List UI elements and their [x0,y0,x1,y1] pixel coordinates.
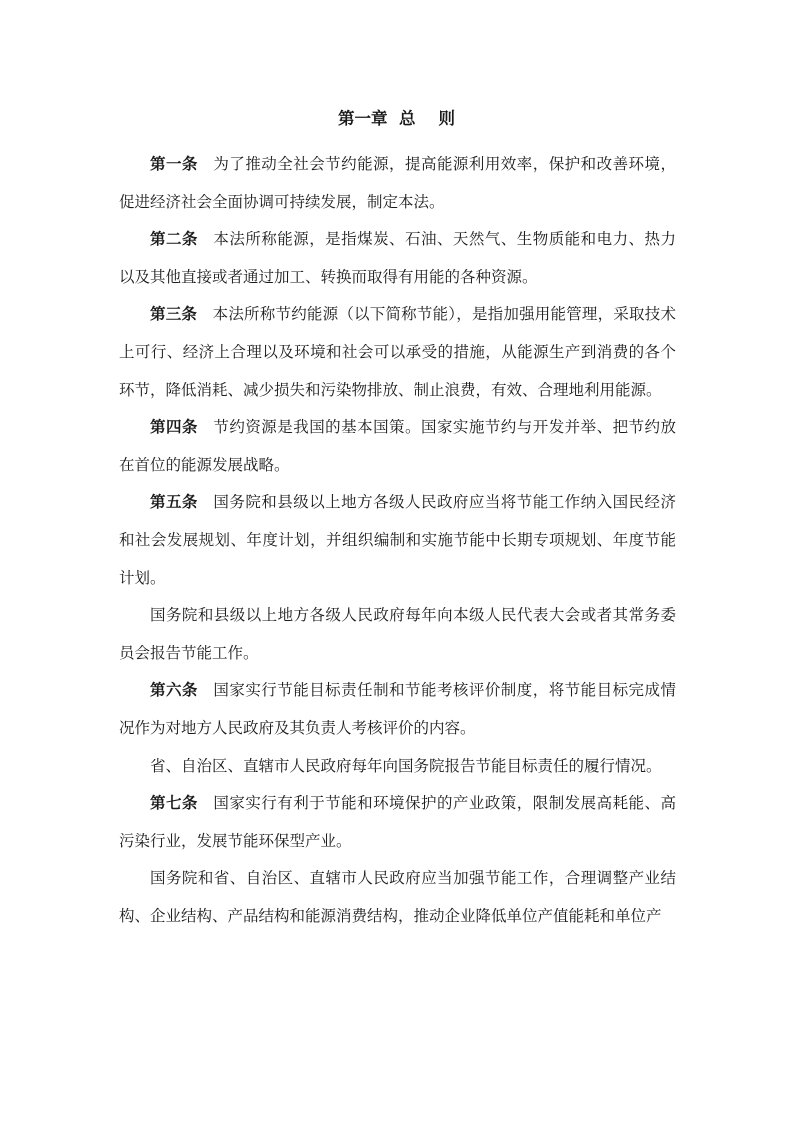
article-paragraph [119,221,676,296]
article-text: 国家实行节能目标责任制和节能考核评价制度，将节能目标完成情况作为对地方人民政府及其负责人考核评价的内容。 [119,681,676,737]
article-text: 国务院和县级以上地方各级人民政府应当将节能工作纳入国民经济和社会发展规划、年度计划，并组织编制和实施节能中长期专项规划、年度节能计划。 [119,493,676,587]
article-number: 第六条 [150,681,198,700]
article-number: 第七条 [150,794,198,813]
paragraph-text: 国务院和县级以上地方各级人民政府每年向本级人民代表大会或者其常务委员会报告节能工作。 [119,606,676,662]
sub-paragraph [119,597,676,672]
article-text: 节约资源是我国的基本国策。国家实施节约与开发并举、把节约放在首位的能源发展战略。 [119,418,676,474]
article-paragraph [119,484,676,597]
article-text: 本法所称能源，是指煤炭、石油、天然气、生物质能和电力、热力以及其他直接或者通过加工、转换而取得有用能的各种资源。 [119,230,676,286]
article-paragraph [119,146,676,221]
article-number: 第二条 [150,230,198,249]
chapter-title: 第一章 总 则 [338,109,455,128]
article-text: 国家实行有利于节能和环境保护的产业政策，限制发展高耗能、高污染行业，发展节能环保型产业。 [119,794,676,850]
article-text: 为了推动全社会节约能源，提高能源利用效率，保护和改善环境，促进经济社会全面协调可持续发展，制定本法。 [119,155,676,211]
sub-paragraph [119,860,676,935]
paragraph-text: 国务院和省、自治区、直辖市人民政府应当加强节能工作，合理调整产业结构、企业结构、产品结构和能源消费结构，推动企业降低单位产值能耗和单位产 [119,869,676,925]
article-number: 第一条 [150,155,198,173]
article-number: 第三条 [150,305,198,324]
article-number: 第五条 [150,493,198,512]
article-number: 第四条 [150,418,198,437]
article-text: 本法所称节约能源（以下简称节能），是指加强用能管理，采取技术上可行、经济上合理以及环境和社会可以承受的措施，从能源生产到消费的各个环节，降低消耗、减少损失和污染物排放、制止浪费，有效、合理地利用能源。 [119,305,676,399]
article-paragraph [119,785,676,860]
paragraph-text: 省、自治区、直辖市人民政府每年向国务院报告节能目标责任的履行情况。 [150,756,662,775]
document-body [119,146,676,935]
article-paragraph [119,296,676,409]
article-paragraph [119,409,676,484]
article-paragraph [119,672,676,747]
sub-paragraph [119,748,676,786]
